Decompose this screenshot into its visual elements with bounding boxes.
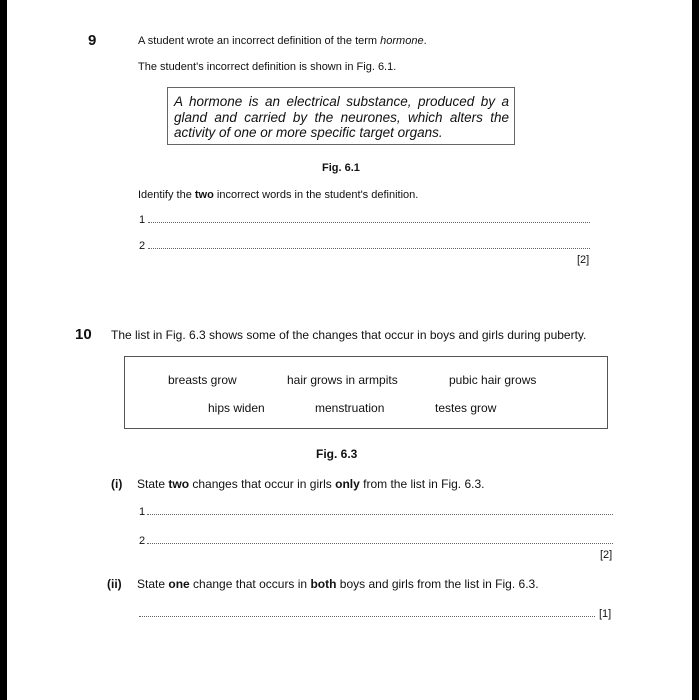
page-edge-right (692, 0, 699, 700)
definition-line-2: gland and carried by the neurones, which alters the (174, 109, 509, 125)
answer-9-2-line[interactable] (148, 248, 590, 249)
part-i-label: (i) (111, 477, 123, 491)
question-10-intro: The list in Fig. 6.3 shows some of the changes that occur in boys and girls during puberty. (111, 328, 587, 342)
list-item: hair grows in armpits (287, 373, 398, 387)
answer-9-1-line[interactable] (148, 222, 590, 223)
figure-6-3-caption: Fig. 6.3 (316, 447, 358, 461)
answer-10i-1-line[interactable] (147, 514, 613, 515)
list-item: testes grow (435, 401, 497, 415)
answer-10i-1-number: 1 (139, 506, 146, 518)
intro-end: . (423, 35, 427, 47)
question-9-figure-reference: The student's incorrect definition is shown in Fig. 6.1. (138, 61, 397, 73)
list-item: hips widen (208, 401, 265, 415)
answer-10i-2-number: 2 (139, 535, 146, 547)
part-i-bold-1: two (168, 477, 190, 491)
part-i-question (137, 477, 485, 491)
part-i-marks: [2] (600, 549, 613, 561)
answer-9-1-number: 1 (139, 214, 146, 226)
part-i-pre: State (137, 477, 169, 491)
question-9-instruction (138, 189, 418, 201)
intro-term: hormone (380, 35, 424, 47)
part-ii-pre: State (137, 577, 169, 591)
instruction-bold: two (194, 189, 214, 201)
part-ii-question (137, 577, 539, 591)
intro-text: A student wrote an incorrect definition of the term (138, 35, 381, 47)
part-ii-label: (ii) (107, 577, 122, 591)
list-item: menstruation (315, 401, 385, 415)
puberty-changes-list (124, 356, 608, 429)
list-item: breasts grow (168, 373, 237, 387)
part-i-bold-2: only (335, 477, 360, 491)
part-ii-bold-1: one (168, 577, 190, 591)
answer-10i-2-line[interactable] (147, 543, 613, 544)
instruction-post: incorrect words in the student's definition. (213, 189, 419, 201)
incorrect-definition-box (167, 87, 515, 145)
part-ii-mid: change that occurs in (189, 577, 311, 591)
definition-line-1: A hormone is an electrical substance, produced by a (174, 94, 509, 109)
list-item: pubic hair grows (449, 373, 537, 387)
part-ii-bold-2: both (310, 577, 337, 591)
question-9-intro (138, 35, 427, 47)
question-9-number: 9 (88, 32, 97, 49)
question-10-number: 10 (75, 326, 92, 343)
part-i-post: from the list in Fig. 6.3. (359, 477, 485, 491)
instruction-pre: Identify the (138, 189, 195, 201)
part-ii-post: boys and girls from the list in Fig. 6.3. (336, 577, 539, 591)
answer-9-2-number: 2 (139, 240, 146, 252)
answer-10ii-line[interactable] (139, 616, 595, 617)
part-i-mid: changes that occur in girls (189, 477, 336, 491)
page-edge-left (0, 0, 7, 700)
figure-6-1-caption: Fig. 6.1 (322, 162, 360, 174)
question-9-marks: [2] (577, 254, 590, 266)
part-ii-marks: [1] (599, 608, 612, 620)
definition-line-3: activity of one or more specific target organs. (174, 125, 443, 140)
